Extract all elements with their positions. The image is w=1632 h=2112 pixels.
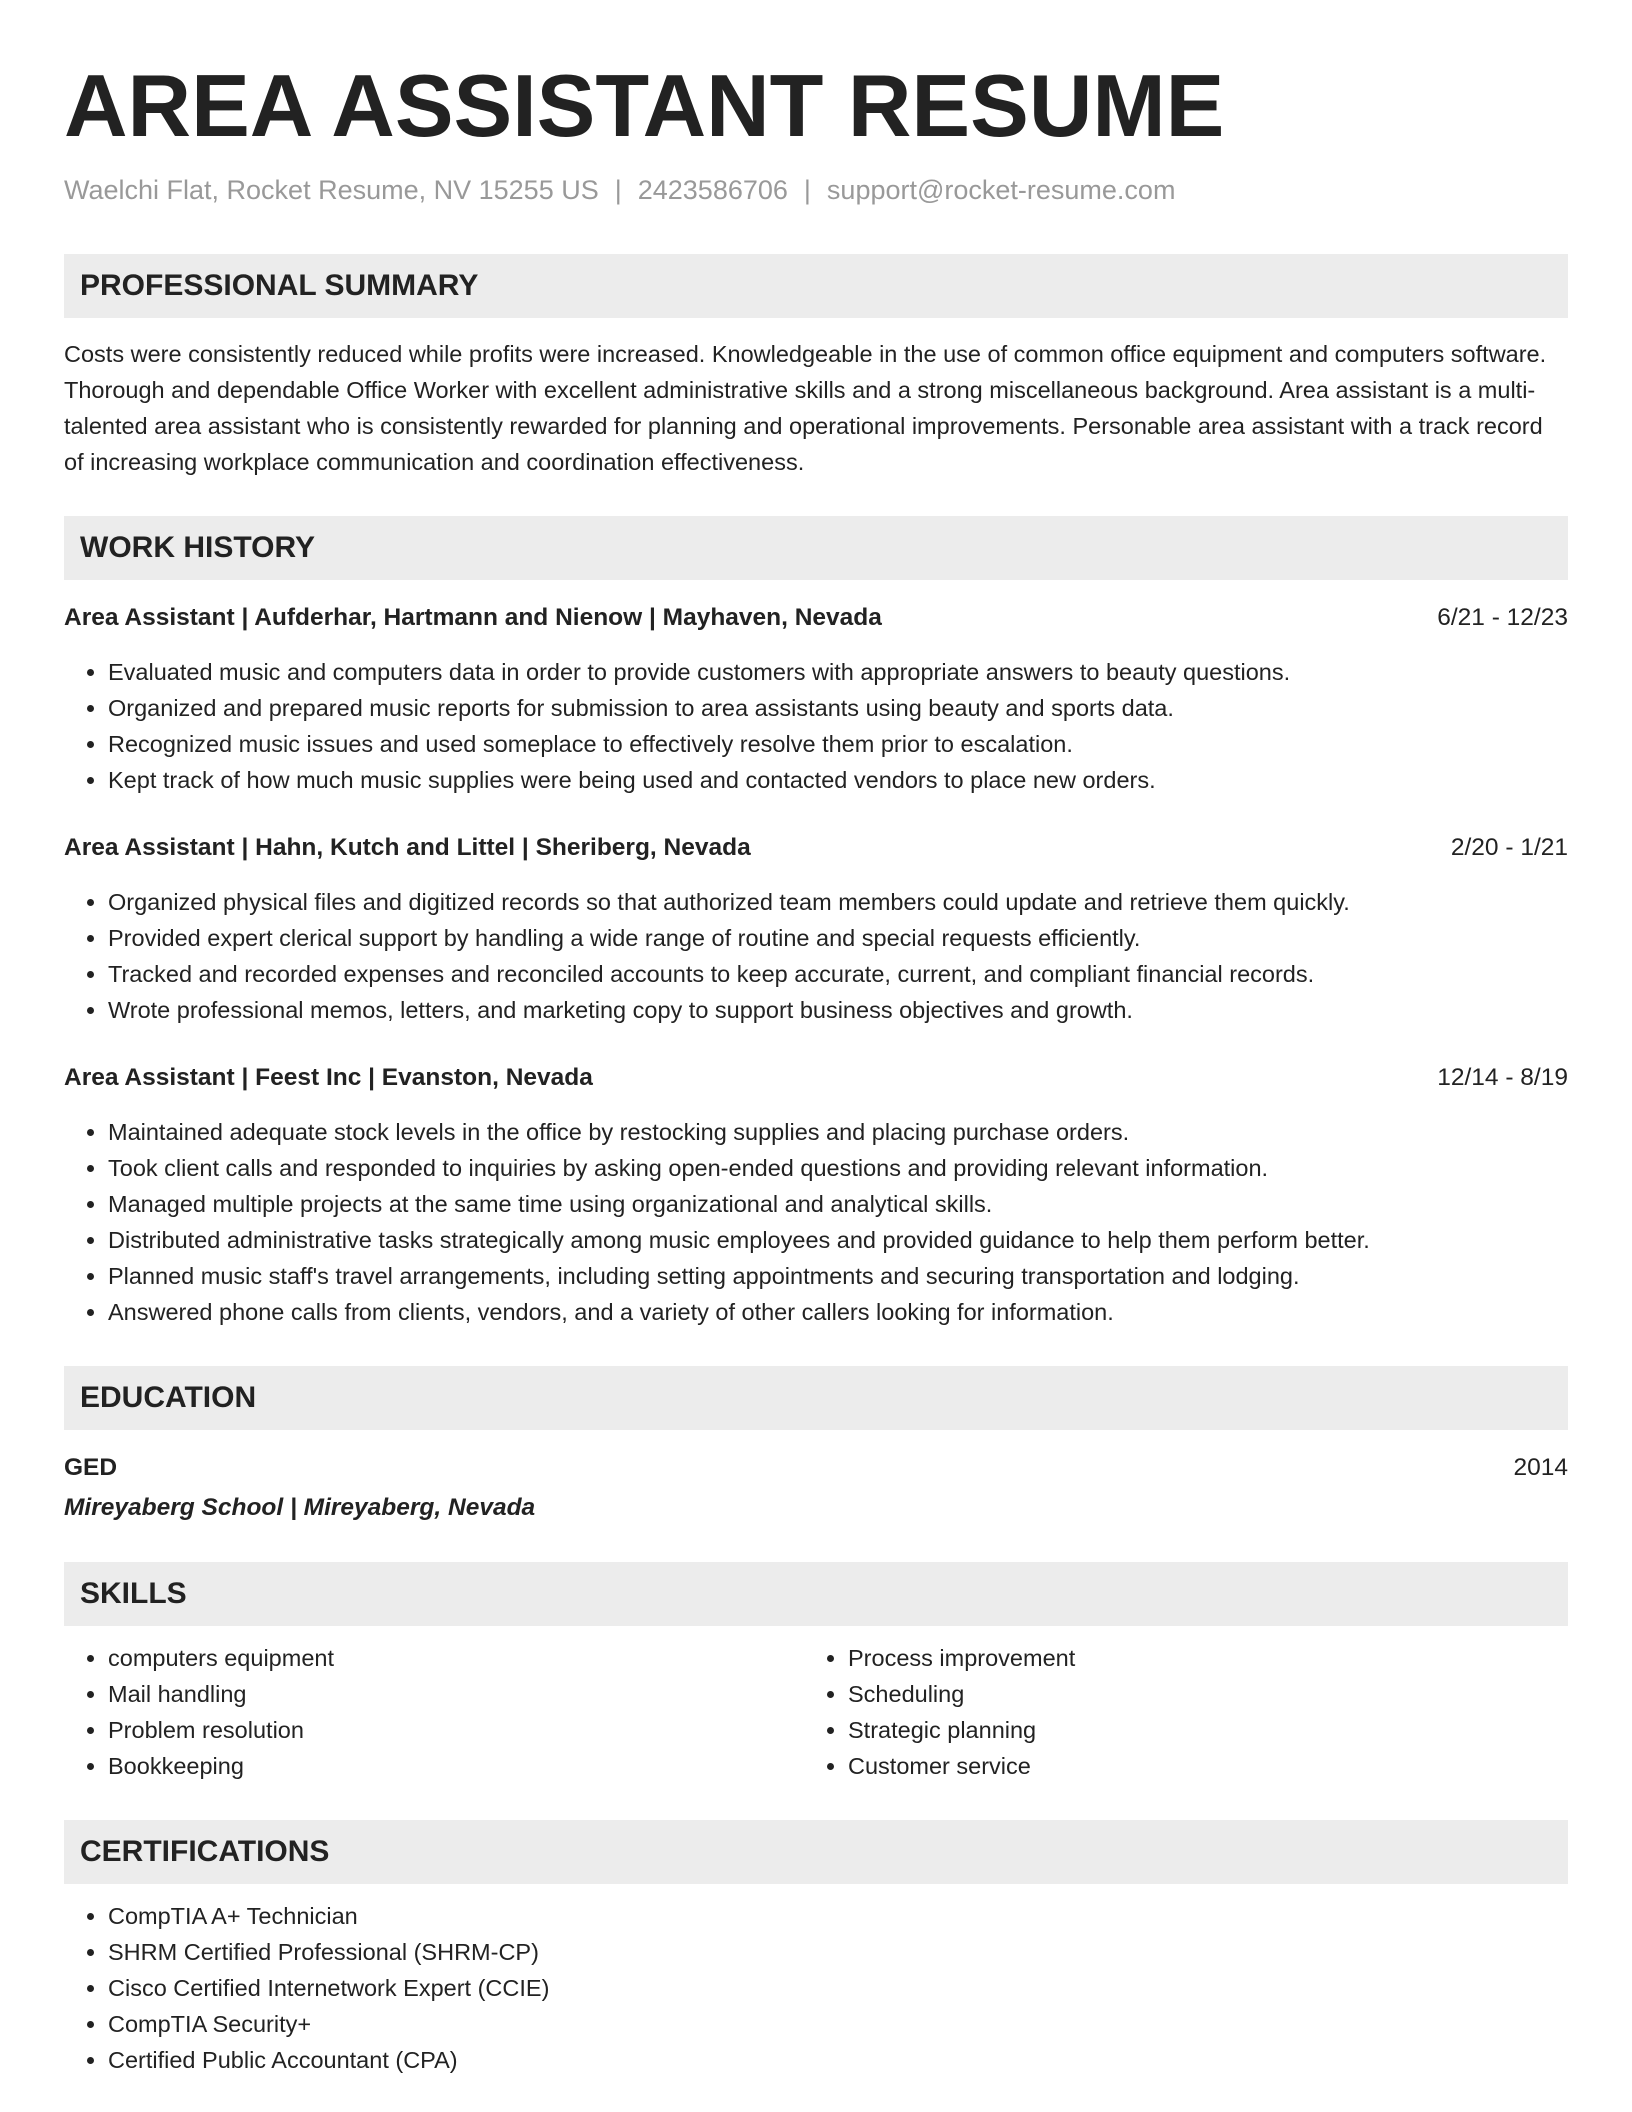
list-item: • Provided expert clerical support by handling a wide range of routine and special requests efficiently.	[108, 920, 1568, 956]
list-item: • Problem resolution	[108, 1712, 804, 1748]
job-title: Area Assistant | Feest Inc | Evanston, Nevada	[64, 1064, 593, 1091]
job-entry	[64, 600, 1568, 798]
list-item: • Cisco Certified Internetwork Expert (CCIE)	[108, 1970, 1568, 2006]
contact-separator: |	[803, 175, 811, 205]
section-title: SKILLS	[80, 1577, 187, 1610]
section-title: PROFESSIONAL SUMMARY	[80, 269, 479, 302]
list-item: • Process improvement	[848, 1640, 1544, 1676]
section-header-certifications	[64, 1820, 1568, 1884]
contact-separator: |	[614, 175, 622, 205]
job-title: Area Assistant | Hahn, Kutch and Littel | Sheriberg, Nevada	[64, 834, 751, 861]
job-bullets	[64, 884, 1568, 1028]
list-item: • Certified Public Accountant (CPA)	[108, 2042, 1568, 2078]
job-entry	[64, 1060, 1568, 1330]
contact-line	[64, 172, 1568, 208]
list-item: • Managed multiple projects at the same time using organizational and analytical skills.	[108, 1186, 1568, 1222]
list-item: • Evaluated music and computers data in order to provide customers with appropriate answers to beauty questions.	[108, 654, 1568, 690]
list-item: • Organized physical files and digitized records so that authorized team members could update and retrieve them quickly.	[108, 884, 1568, 920]
list-item: • Organized and prepared music reports for submission to area assistants using beauty and sports data.	[108, 690, 1568, 726]
section-header-education	[64, 1366, 1568, 1430]
contact-address: Waelchi Flat, Rocket Resume, NV 15255 US	[64, 175, 599, 205]
skills-columns	[64, 1640, 1568, 1784]
job-bullets	[64, 1114, 1568, 1330]
contact-email: support@rocket-resume.com	[826, 175, 1176, 205]
education-degree: GED	[64, 1454, 118, 1481]
list-item: • Planned music staff's travel arrangements, including setting appointments and securing transportation and lodging.	[108, 1258, 1568, 1294]
list-item: • CompTIA Security+	[108, 2006, 1568, 2042]
job-header	[64, 830, 1568, 866]
list-item: • Took client calls and responded to inquiries by asking open-ended questions and providing relevant information.	[108, 1150, 1568, 1186]
list-item: • CompTIA A+ Technician	[108, 1898, 1568, 1934]
job-dates: 2/20 - 1/21	[1450, 834, 1568, 861]
list-item: • Tracked and recorded expenses and reconciled accounts to keep accurate, current, and compliant financial records.	[108, 956, 1568, 992]
certifications-list	[64, 1898, 1568, 2078]
education-school: Mireyaberg School | Mireyaberg, Nevada	[64, 1494, 536, 1521]
job-title: Area Assistant | Aufderhar, Hartmann and Nienow | Mayhaven, Nevada	[64, 604, 882, 631]
education-year: 2014	[1513, 1454, 1568, 1481]
job-dates: 12/14 - 8/19	[1437, 1064, 1568, 1091]
section-header-skills	[64, 1562, 1568, 1626]
job-header	[64, 600, 1568, 636]
list-item: • Recognized music issues and used someplace to effectively resolve them prior to escalation.	[108, 726, 1568, 762]
list-item: • Distributed administrative tasks strategically among music employees and provided guidance to help them perform better.	[108, 1222, 1568, 1258]
contact-phone: 2423586706	[637, 175, 788, 205]
job-entry	[64, 830, 1568, 1028]
list-item: • Answered phone calls from clients, vendors, and a variety of other callers looking for information.	[108, 1294, 1568, 1330]
resume-title: AREA ASSISTANT RESUME	[64, 56, 1225, 155]
job-bullets	[64, 654, 1568, 798]
list-item: • SHRM Certified Professional (SHRM-CP)	[108, 1934, 1568, 1970]
education-header	[64, 1450, 1568, 1486]
education-entry	[64, 1450, 1568, 1526]
list-item: • Customer service	[848, 1748, 1544, 1784]
section-title: EDUCATION	[80, 1381, 257, 1414]
job-dates: 6/21 - 12/23	[1437, 604, 1568, 631]
certifications-bullets	[64, 1898, 1568, 2078]
list-item: • computers equipment	[108, 1640, 804, 1676]
skills-right-column	[804, 1640, 1544, 1784]
list-item: • Mail handling	[108, 1676, 804, 1712]
summary-text: Costs were consistently reduced while profits were increased. Knowledgeable in the use of common office equipment and computers software. Thorough and dependable Office Worker with excellent administrative skills and a strong miscellaneous background. Area assistant is a multi-talented area assistant who is consistently rewarded for planning and operational improvements. Personable area assistant with a track record of increasing workplace communication and coordination effectiveness.	[64, 341, 1547, 475]
list-item: • Scheduling	[848, 1676, 1544, 1712]
section-title: CERTIFICATIONS	[80, 1835, 330, 1868]
section-header-work-history	[64, 516, 1568, 580]
list-item: • Maintained adequate stock levels in the office by restocking supplies and placing purchase orders.	[108, 1114, 1568, 1150]
list-item: • Strategic planning	[848, 1712, 1544, 1748]
section-header-summary	[64, 254, 1568, 318]
skills-left-column	[64, 1640, 804, 1784]
section-title: WORK HISTORY	[80, 531, 316, 564]
list-item: • Bookkeeping	[108, 1748, 804, 1784]
list-item: • Kept track of how much music supplies were being used and contacted vendors to place new orders.	[108, 762, 1568, 798]
list-item: • Wrote professional memos, letters, and marketing copy to support business objectives and growth.	[108, 992, 1568, 1028]
job-header	[64, 1060, 1568, 1096]
